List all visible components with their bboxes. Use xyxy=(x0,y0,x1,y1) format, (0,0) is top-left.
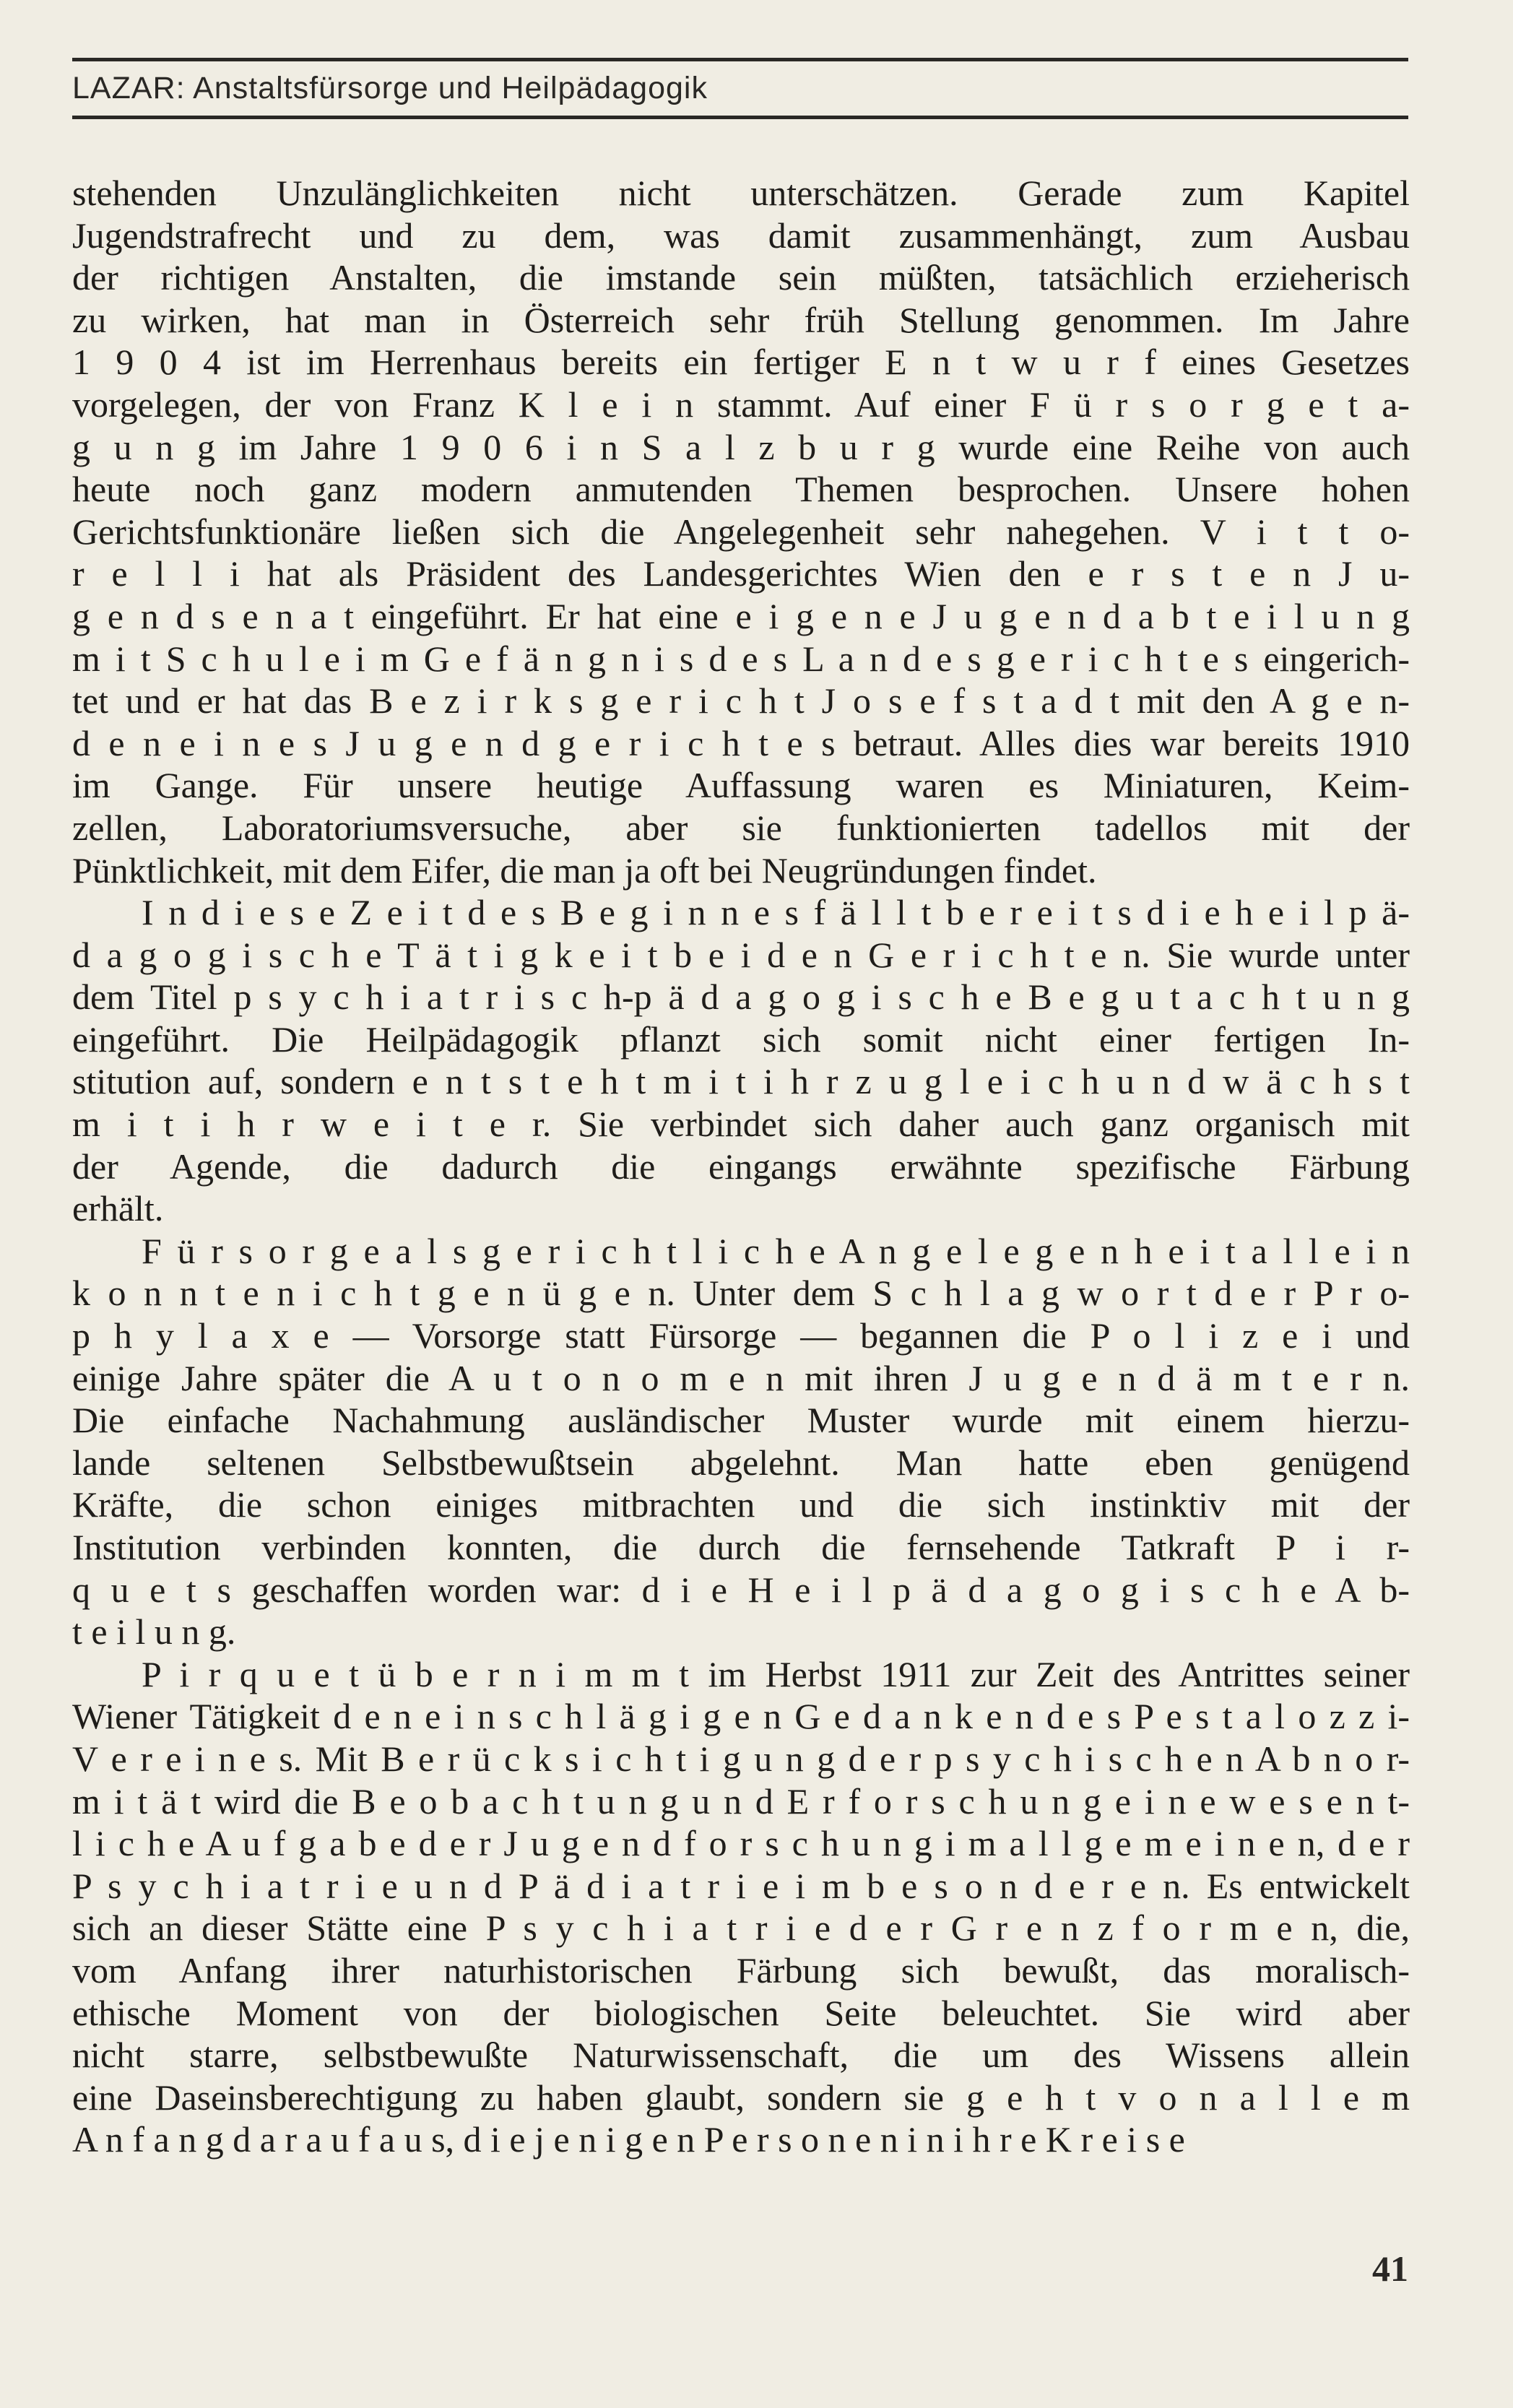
header-bottom-rule xyxy=(72,116,1408,119)
text-line: sich an dieser Stätte eine P s y c h i a t r i e d e r G r e n z f o r m e n, die, xyxy=(72,1907,1410,1949)
text-line: Jugendstrafrecht und zu dem, was damit zusammenhängt, zum Ausbau xyxy=(72,215,1410,256)
text-line: stitution auf, sondern e n t s t e h t m i t i h r z u g l e i c h u n d w ä c h s t xyxy=(72,1061,1410,1102)
text-line: m i t i h r w e i t e r. Sie verbindet sich daher auch ganz organisch mit xyxy=(72,1104,1410,1145)
text-line: F ü r s o r g e a l s g e r i c h t l i c h e A n g e l e g e n h e i t a l l e i n xyxy=(142,1230,1410,1271)
text-line: vom Anfang ihrer naturhistorischen Färbung sich bewußt, das moralisch- xyxy=(72,1949,1410,1991)
text-line: der richtigen Anstalten, die imstande sein müßten, tatsächlich erzieherisch xyxy=(72,257,1410,298)
text-line: lande seltenen Selbstbewußtsein abgelehnt. Man hatte eben genügend xyxy=(72,1442,1410,1483)
text-line: V e r e i n e s. Mit B e r ü c k s i c h t i g u n g d e r p s y c h i s c h e n A b n o r- xyxy=(72,1738,1410,1779)
text-line: k o n n t e n i c h t g e n ü g e n. Unter dem S c h l a g w o r t d e r P r o- xyxy=(72,1273,1410,1314)
text-line: zellen, Laboratoriumsversuche, aber sie funktionierten tadellos mit der xyxy=(72,807,1410,848)
text-line: P s y c h i a t r i e u n d P ä d i a t r i e i m b e s o n d e r e n. Es entwickelt xyxy=(72,1865,1410,1906)
text-line: Institution verbinden konnten, die durch die fernsehende Tatkraft P i r- xyxy=(72,1527,1410,1567)
text-line: Gerichtsfunktionäre ließen sich die Angelegenheit sehr nahegehen. V i t t o- xyxy=(72,511,1410,552)
text-line: dem Titel p s y c h i a t r i s c h-p ä d a g o g i s c h e B e g u t a c h t u n g xyxy=(72,976,1410,1018)
text-line: ethische Moment von der biologischen Seite beleuchtet. Sie wird aber xyxy=(72,1992,1410,2033)
text-line: q u e t s geschaffen worden war: d i e H e i l p ä d a g o g i s c h e A b- xyxy=(72,1569,1410,1610)
text-line: einige Jahre später die A u t o n o m e n mit ihren J u g e n d ä m t e r n. xyxy=(72,1357,1410,1398)
text-line: zu wirken, hat man in Österreich sehr früh Stellung genommen. Im Jahre xyxy=(72,299,1410,340)
text-line: d e n e i n e s J u g e n d g e r i c h t e s betraut. Alles dies war bereits 1910 xyxy=(72,722,1410,763)
text-line: Pünktlichkeit, mit dem Eifer, die man ja oft bei Neugründungen findet. xyxy=(72,849,1097,891)
header-top-rule xyxy=(72,58,1408,61)
paragraph xyxy=(72,891,1410,1230)
page-number: 41 xyxy=(1372,2248,1408,2289)
text-line: Wiener Tätigkeit d e n e i n s c h l ä g i g e n G e d a n k e n d e s P e s t a l o z z i- xyxy=(72,1696,1410,1737)
text-line: A n f a n g d a r a u f a u s, d i e j e n i g e n P e r s o n e n i n i h r e K r e i s e xyxy=(72,2119,1185,2160)
text-line: eine Daseinsberechtigung zu haben glaubt, sondern sie g e h t v o n a l l e m xyxy=(72,2076,1410,2118)
text-line: nicht starre, selbstbewußte Naturwissenschaft, die um des Wissens allein xyxy=(72,2035,1410,2076)
text-line: eingeführt. Die Heilpädagogik pflanzt sich somit nicht einer fertigen In- xyxy=(72,1018,1410,1060)
text-line: g u n g im Jahre 1 9 0 6 i n S a l z b u r g wurde eine Reihe von auch xyxy=(72,426,1410,467)
text-line: d a g o g i s c h e T ä t i g k e i t b e i d e n G e r i c h t e n. Sie wurde unter xyxy=(72,934,1410,975)
text-line: Die einfache Nachahmung ausländischer Muster wurde mit einem hierzu- xyxy=(72,1400,1410,1441)
text-line: P i r q u e t ü b e r n i m m t im Herbst 1911 zur Zeit des Antrittes seiner xyxy=(142,1653,1410,1694)
text-line: tet und er hat das B e z i r k s g e r i c h t J o s e f s t a d t mit den A g e n- xyxy=(72,680,1410,722)
text-line: vorgelegen, der von Franz K l e i n stammt. Auf einer F ü r s o r g e t a- xyxy=(72,384,1410,425)
text-line: heute noch ganz modern anmutenden Themen besprochen. Unsere hohen xyxy=(72,469,1410,510)
text-line: m i t ä t wird die B e o b a c h t u n g u n d E r f o r s c h u n g e i n e w e s e n t- xyxy=(72,1780,1410,1822)
text-line: g e n d s e n a t eingeführt. Er hat eine e i g e n e J u g e n d a b t e i l u n g xyxy=(72,595,1410,636)
text-line: l i c h e A u f g a b e d e r J u g e n d f o r s c h u n g i m a l l g e m e i n e n, d e r xyxy=(72,1823,1410,1864)
text-line: t e i l u n g. xyxy=(72,1611,236,1653)
text-line: r e l l i hat als Präsident des Landesgerichtes Wien den e r s t e n J u- xyxy=(72,553,1410,594)
text-line: im Gange. Für unsere heutige Auffassung waren es Miniaturen, Keim- xyxy=(72,765,1410,806)
text-line: der Agende, die dadurch die eingangs erwähnte spezifische Färbung xyxy=(72,1145,1410,1187)
running-header: LAZAR: Anstaltsfürsorge und Heilpädagogik xyxy=(72,71,708,105)
text-line: stehenden Unzulänglichkeiten nicht unterschätzen. Gerade zum Kapitel xyxy=(72,173,1410,213)
text-line: m i t S c h u l e i m G e f ä n g n i s d e s L a n d e s g e r i c h t e s eingerich- xyxy=(72,638,1410,679)
paragraph xyxy=(72,1230,1410,1653)
text-line: erhält. xyxy=(72,1188,164,1229)
text-line: Kräfte, die schon einiges mitbrachten und die sich instinktiv mit der xyxy=(72,1484,1410,1525)
text-line: 1 9 0 4 ist im Herrenhaus bereits ein fertiger E n t w u r f eines Gesetzes xyxy=(72,342,1410,383)
text-line: I n d i e s e Z e i t d e s B e g i n n e s f ä l l t b e r e i t s d i e h e i l p ä- xyxy=(142,892,1410,933)
paragraph xyxy=(72,1653,1410,2161)
text-line: p h y l a x e — Vorsorge statt Fürsorge — begannen die P o l i z e i und xyxy=(72,1315,1410,1356)
body-text xyxy=(72,172,1410,2161)
paragraph xyxy=(72,172,1410,891)
